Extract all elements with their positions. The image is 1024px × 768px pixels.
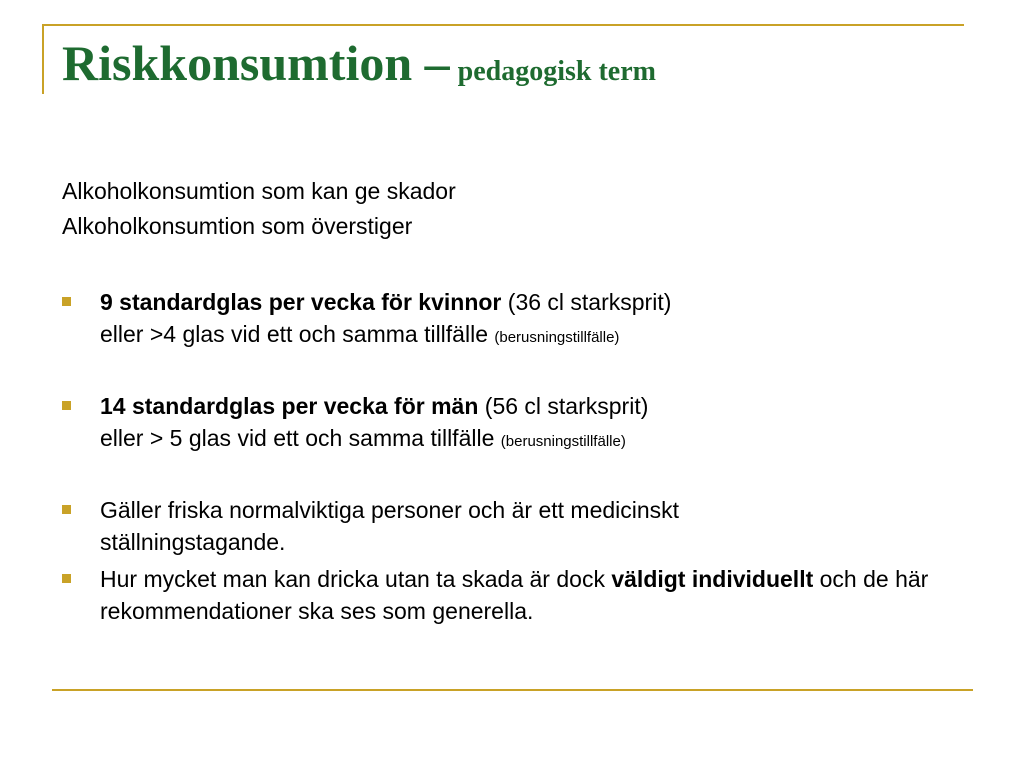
title-main: Riskkonsumtion –	[62, 35, 450, 91]
bullet-line2: eller >4 glas vid ett och samma tillfälle	[100, 321, 495, 347]
bullet-women	[62, 286, 962, 354]
bullet-line2: eller > 5 glas vid ett och samma tillfälle	[100, 425, 501, 451]
title-subtitle: pedagogisk term	[457, 56, 656, 87]
bullet-square-icon	[62, 401, 71, 410]
intro-line-2: Alkoholkonsumtion som överstiger	[62, 213, 413, 239]
bullet-men	[62, 390, 962, 458]
intro-block	[62, 174, 456, 244]
left-divider	[42, 24, 44, 94]
bullet-square-icon	[62, 574, 71, 583]
bullet-bold: 14 standardglas per vecka för män	[100, 393, 479, 419]
bullet-square-icon	[62, 297, 71, 306]
bullet-small-note: (berusningstillfälle)	[494, 329, 620, 346]
intro-line-1: Alkoholkonsumtion som kan ge skador	[62, 178, 456, 204]
bottom-divider	[52, 689, 973, 691]
bullet-individual	[62, 563, 962, 627]
bullet-rest: (56 cl starksprit)	[478, 393, 649, 419]
bullet-small-note: (berusningstillfälle)	[500, 433, 626, 450]
bullet-text	[100, 390, 962, 458]
bullet-before: Hur mycket man kan dricka utan ta skada är dock	[100, 566, 612, 592]
bullet-text: Gäller friska normalviktiga personer och är ett medicinskt ställningstagande.	[100, 497, 680, 555]
bullet-bold: väldigt individuellt	[611, 566, 814, 592]
bullet-square-icon	[62, 505, 71, 514]
bullet-rest: (36 cl starksprit)	[501, 289, 672, 315]
bullet-text	[100, 286, 962, 354]
bullet-text	[100, 563, 970, 627]
slide-title	[62, 35, 656, 91]
bullet-after: och de här rekommendationer ska ses som generella.	[100, 566, 929, 624]
top-divider	[42, 24, 964, 26]
bullet-bold: 9 standardglas per vecka för kvinnor	[100, 289, 502, 315]
bullet-applies	[62, 494, 962, 558]
